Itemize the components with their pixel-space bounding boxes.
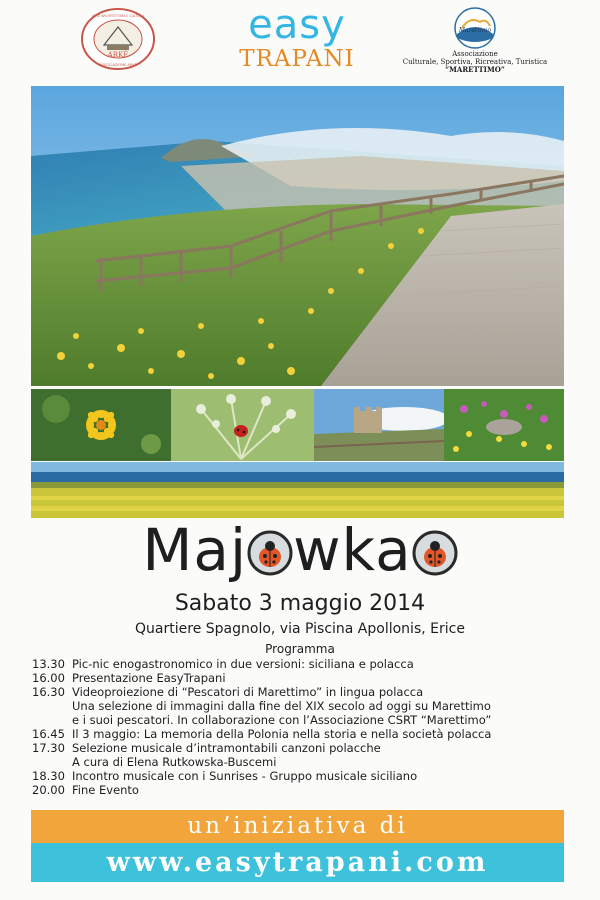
hero-landscape-photo	[31, 86, 564, 386]
yellow-flower-photo	[31, 389, 171, 461]
program-text: Presentazione EasyTrapani	[72, 671, 226, 685]
logo-trapani-text: TRAPANI	[239, 46, 355, 72]
event-date: Sabato 3 maggio 2014	[174, 591, 426, 616]
program-time: 13.30	[32, 657, 65, 671]
program-text: Il 3 maggio: La memoria della Polonia nella storia e nella società polacca	[72, 727, 492, 741]
ladybug-icon	[247, 530, 293, 576]
csrt-line3: “MARETTIMO”	[445, 65, 505, 74]
program-text: Fine Evento	[72, 783, 139, 797]
arke-emblem-icon	[80, 7, 156, 71]
castle-photo	[314, 389, 444, 461]
program-item	[32, 657, 582, 671]
program-text: Videoproiezione di “Pescatori di Marettimo” in lingua polacca	[72, 685, 424, 699]
svg-text:Marettimo: Marettimo	[458, 27, 492, 34]
svg-text:ARTE ARCHITETTURA E CULTURA: ARTE ARCHITETTURA E CULTURA	[92, 14, 144, 18]
program-detail: e i suoi pescatori. In collaborazione con l’Associazione CSRT “Marettimo”	[72, 713, 492, 727]
csrt-emblem-icon	[448, 6, 502, 50]
field-sea-panorama-photo	[31, 462, 564, 518]
program-heading: Programma	[265, 642, 335, 656]
program-time: 16.00	[32, 671, 65, 685]
csrt-line2: Culturale, Sportiva, Ricreativa, Turistica	[402, 58, 548, 66]
program-text: Incontro musicale con i Sunrises - Gruppo musicale siciliano	[72, 769, 418, 783]
program-time: 20.00	[32, 783, 65, 797]
header	[0, 0, 600, 84]
program-item	[32, 769, 582, 783]
program-item	[32, 671, 582, 685]
program-list	[32, 657, 582, 797]
csrt-marettimo-logo	[400, 6, 550, 82]
program-time: 17.30	[32, 741, 65, 755]
fennel-ladybug-photo	[171, 389, 314, 461]
program-detail: A cura di Elena Rutkowska-Buscemi	[72, 755, 277, 769]
program-text: Pic-nic enogastronomico in due versioni: siciliana e polacca	[72, 657, 414, 671]
event-place: Quartiere Spagnolo, via Piscina Apollonis, Erice	[135, 621, 465, 637]
wildflowers-photo	[444, 389, 564, 461]
svg-text:ARKÈ: ARKÈ	[107, 51, 129, 59]
title-part2: wka	[293, 516, 412, 584]
program-text: Selezione musicale d’intramontabili canzoni polacche	[72, 741, 381, 755]
program-item	[32, 727, 582, 741]
website-link[interactable]: www.easytrapani.com	[31, 843, 564, 882]
program-time: 16.30	[32, 685, 65, 699]
program-item	[32, 685, 582, 699]
csrt-line1: Associazione	[452, 50, 498, 58]
svg-text:ASSOCIAZIONE ARKÈ: ASSOCIAZIONE ARKÈ	[99, 63, 137, 67]
easytrapani-logo	[232, 4, 362, 76]
arke-logo	[80, 7, 156, 71]
title-part1: Maj	[142, 516, 248, 584]
logo-easy-text: easy	[248, 2, 346, 48]
initiative-banner: un’iniziativa di	[31, 810, 564, 843]
program-item	[32, 741, 582, 755]
program-item	[32, 783, 582, 797]
program-time: 18.30	[32, 769, 65, 783]
program-time: 16.45	[32, 727, 65, 741]
ladybug-icon	[412, 530, 458, 576]
program-detail: Una selezione di immagini dalla fine del XIX secolo ad oggi su Marettimo	[72, 699, 491, 713]
event-title	[0, 515, 600, 585]
